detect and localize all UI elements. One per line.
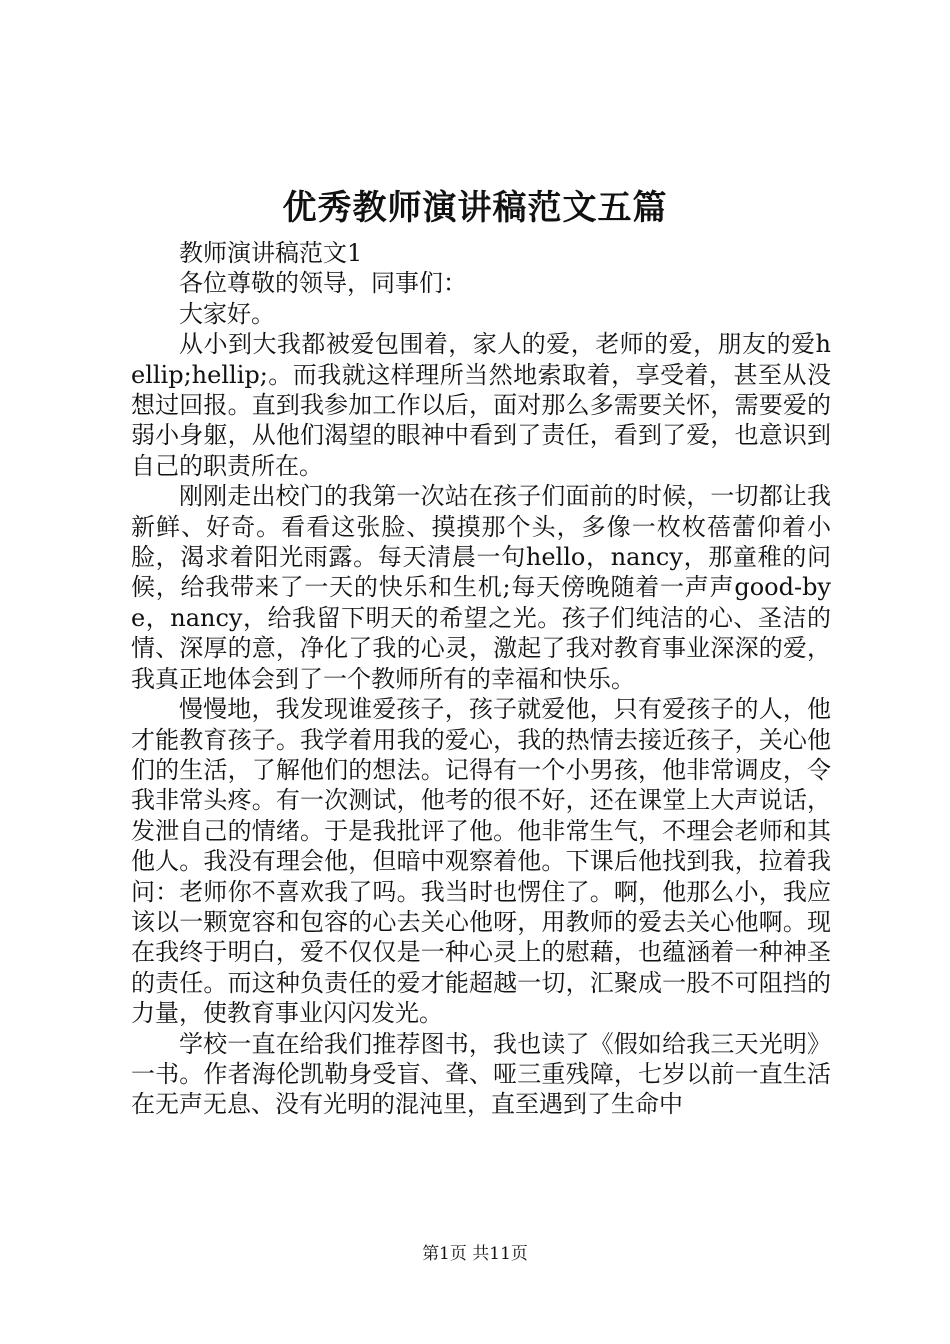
- paragraph: 刚刚走出校门的我第一次站在孩子们面前的时候，一切都让我新鲜、好奇。看看这张脸、摸摸那个头，多像一枚枚蓓蕾仰着小脸，渴求着阳光雨露。每天清晨一句hello，nancy，那童稚的问候，给我带来了一天的快乐和生机;每天傍晚随着一声声good-bye，nancy，给我留下明天的希望之光。孩子们纯洁的心、圣洁的情、深厚的意，净化了我的心灵，激起了我对教育事业深深的爱，我真正地体会到了一个教师所有的幸福和快乐。: [131, 482, 831, 693]
- paragraph: 学校一直在给我们推荐图书，我也读了《假如给我三天光明》一书。作者海伦凯勒身受盲、聋、哑三重残障，七岁以前一直生活在无声无息、没有光明的混沌里，直至遇到了生命中: [131, 1029, 831, 1119]
- page-footer: 第1页 共11页: [422, 1244, 528, 1264]
- paragraph-greeting: 大家好。: [179, 299, 275, 328]
- paragraph: 慢慢地，我发现谁爱孩子，孩子就爱他，只有爱孩子的人，他才能教育孩子。我学着用我的爱心，我的热情去接近孩子，关心他们的生活，了解他们的想法。记得有一个小男孩，他非常调皮，令我非常头疼。有一次测试，他考的很不好，还在课堂上大声说话，发泄自己的情绪。于是我批评了他。他非常生气，不理会老师和其他人。我没有理会他，但暗中观察着他。下课后他找到我，拉着我问：老师你不喜欢我了吗。我当时也愣住了。啊，他那么小，我应该以一颗宽容和包容的心去关心他呀，用教师的爱去关心他啊。现在我终于明白，爱不仅仅是一种心灵上的慰藉，也蕴涵着一种神圣的责任。而这种负责任的爱才能超越一切，汇聚成一股不可阻挡的力量，使教育事业闪闪发光。: [131, 695, 831, 1028]
- paragraph-heading: 教师演讲稿范文1: [179, 239, 363, 267]
- paragraph: 从小到大我都被爱包围着，家人的爱，老师的爱，朋友的爱hellip;hellip;。而我就这样理所当然地索取着，享受着，甚至从没想过回报。直到我参加工作以后，面对那么多需要关怀，需要爱的弱小身躯，从他们渴望的眼神中看到了责任，看到了爱，也意识到自己的职责所在。: [131, 330, 831, 480]
- document-title: 优秀教师演讲稿范文五篇: [282, 188, 668, 228]
- paragraph-salutation: 各位尊敬的领导，同事们：: [179, 269, 467, 298]
- document-body: [131, 238, 831, 1120]
